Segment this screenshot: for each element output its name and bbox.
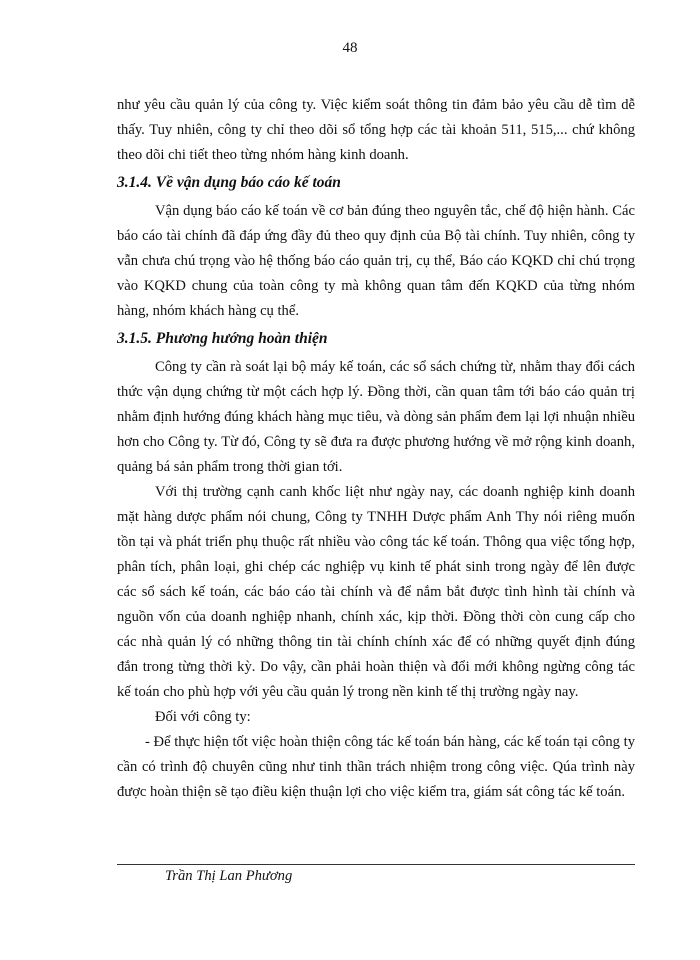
page-number: 48 (342, 40, 358, 56)
section-heading: 3.1.4. Về vận dụng báo cáo kế toán (117, 174, 341, 191)
paragraph: Công ty cần rà soát lại bộ máy kế toán, các sổ sách chứng từ, nhằm thay đổi cách thức vận dụng chứng từ một cách hợp lý. Đồng thời, cần quan tâm tới báo cáo quản trị nhằm định hướng đúng khách hàng mục tiêu, và dòng sản phẩm đem lại lợi nhuận nhiều hơn cho Công ty. Từ đó, Công ty sẽ đưa ra được phương hướng về mở rộng kinh doanh, quảng bá sản phẩm trong thời gian tới. (117, 359, 635, 475)
section-heading: 3.1.5. Phương hướng hoàn thiện (117, 330, 328, 347)
paragraph: Đối với công ty: (155, 709, 251, 725)
footer-author: Trần Thị Lan Phương (165, 868, 293, 884)
paragraph: Vận dụng báo cáo kế toán về cơ bản đúng theo nguyên tắc, chế độ hiện hành. Các báo cáo tài chính đã đáp ứng đầy đủ theo quy định của Bộ tài chính. Tuy nhiên, công ty vẫn chưa chú trọng vào hệ thống báo cáo quản trị, cụ thể, Báo cáo KQKD chỉ chú trọng vào KQKD chung của toàn công ty mà không quan tâm đến KQKD của từng nhóm hàng, nhóm khách hàng cụ thể. (117, 203, 635, 319)
paragraph: như yêu cầu quản lý của công ty. Việc kiểm soát thông tin đảm bảo yêu cầu dễ tìm dễ thấy. Tuy nhiên, công ty chỉ theo dõi sổ tổng hợp các tài khoản 511, 515,... chứ không theo dõi chi tiết theo từng nhóm hàng kinh doanh. (117, 97, 635, 163)
paragraph: Với thị trường cạnh canh khốc liệt như ngày nay, các doanh nghiệp kinh doanh mặt hàng dược phẩm nói chung, Công ty TNHH Dược phẩm Anh Thy nói riêng muốn tồn tại và phát triển phụ thuộc rất nhiều vào công tác kế toán. Thông qua việc tổng hợp, phân tích, phân loại, ghi chép các nghiệp vụ kinh tế phát sinh trong ngày để lên được các sổ sách kế toán, các báo cáo tài chính và để nắm bắt được tình hình tài chính và nguồn vốn của doanh nghiệp nhanh, chính xác, kịp thời. Đồng thời còn cung cấp cho các nhà quản lý có những thông tin tài chính chính xác để có những quyết định đúng đắn trong từng thời kỳ. Do vậy, cần phải hoàn thiện và đổi mới không ngừng công tác kế toán cho phù hợp với yêu cầu quản lý trong nền kinh tế thị trường ngày nay. (117, 484, 635, 700)
dash-list-item: - Để thực hiện tốt việc hoàn thiện công tác kế toán bán hàng, các kế toán tại công ty cần có trình độ chuyên cũng như tinh thần trách nhiệm trong công việc. Qúa trình này được hoàn thiện sẽ tạo điều kiện thuận lợi cho việc kiểm tra, giám sát công tác kế toán. (117, 734, 635, 800)
page-content (117, 93, 635, 805)
footer-divider (117, 864, 635, 865)
